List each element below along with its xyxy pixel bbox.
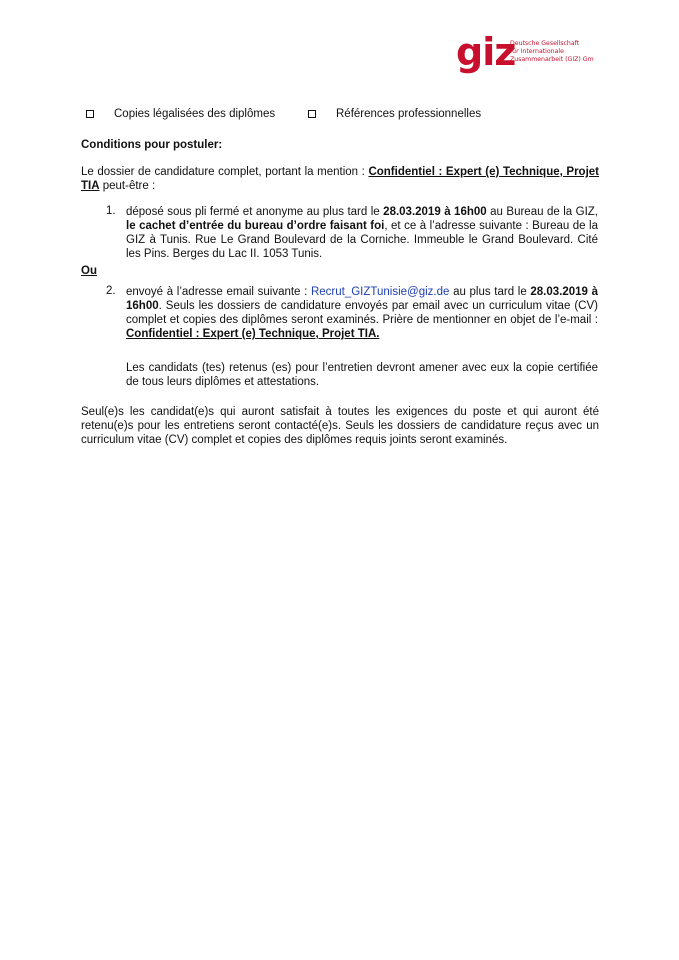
giz-logo-mark: giz xyxy=(456,30,516,74)
list-item-text xyxy=(126,205,598,261)
logo-line-2: für Internationale xyxy=(510,48,564,55)
intro-suffix: peut-être : xyxy=(99,180,156,192)
list-item-2 xyxy=(106,285,598,341)
item2-text: . Seuls les dossiers de candidature envoyés par email avec un curriculum vitae (CV) complet et copies des diplômes seront examinés. Prière de mentionner en objet de l’e-mail : xyxy=(126,300,598,326)
logo-line-1: Deutsche Gesellschaft xyxy=(510,40,580,47)
document-checklist xyxy=(86,108,606,124)
checklist-item xyxy=(308,108,481,120)
email-subject: Confidentiel : Expert (e) Technique, Projet TIA. xyxy=(126,328,380,340)
conditions-heading: Conditions pour postuler: xyxy=(81,139,223,151)
item1-text: au Bureau de la GIZ, xyxy=(486,206,598,218)
checkbox-bullet-icon xyxy=(86,110,94,118)
item1-address: , et ce à l’adresse suivante : Bureau de la GIZ à Tunis. Rue Le Grand Boulevard de la Corniche. Immeuble le Grand Boulevard. Cité les Pins. Berges du Lac II. 1053 Tunis. xyxy=(126,220,598,260)
checklist-label: Références professionnelles xyxy=(336,108,482,120)
giz-logo xyxy=(456,32,606,76)
giz-logo-text xyxy=(510,40,594,64)
checkbox-bullet-icon xyxy=(308,110,316,118)
intro-paragraph xyxy=(81,165,599,193)
item2-text: envoyé à l’adresse email suivante : xyxy=(126,286,311,298)
item1-text: déposé sous pli fermé et anonyme au plus tard le xyxy=(126,206,384,218)
checklist-label: Copies légalisées des diplômes xyxy=(114,108,276,120)
item1-stamp: le cachet d’entrée du bureau d’ordre faisant foi xyxy=(126,220,385,232)
list-item-1 xyxy=(106,205,598,261)
candidates-note: Les candidats (tes) retenus (es) pour l’entretien devront amener avec eux la copie certifiée de tous leurs diplômes et attestations. xyxy=(126,362,598,388)
email-link[interactable]: Recrut_GIZTunisie@giz.de xyxy=(310,286,450,298)
checklist-item xyxy=(86,108,275,120)
item1-deadline: 28.03.2019 à 16h00 xyxy=(383,206,487,218)
closing-paragraph: Seul(e)s les candidat(e)s qui auront satisfait à toutes les exigences du poste et qui auront été retenu(e)s pour les entretiens seront contacté(e)s. Seuls les dossiers de candidature reçus avec un curriculum vitae (CV) complet et copies des diplômes requis joints seront examinés. xyxy=(81,406,599,446)
list-item-text xyxy=(126,285,598,341)
item2-text: au plus tard le xyxy=(449,286,531,298)
mention-label: Confidentiel : Expert (e) Technique, Projet TIA xyxy=(81,166,599,192)
intro-text: Le dossier de candidature complet, portant la mention : xyxy=(81,166,369,178)
item2-deadline: 28.03.2019 à 16h00 xyxy=(126,286,598,312)
or-separator: Ou xyxy=(81,265,97,277)
logo-line-3: Zusammenarbeit (GIZ) Gm xyxy=(510,56,594,63)
list-number: 2. xyxy=(106,285,116,297)
list-number: 1. xyxy=(106,205,116,217)
